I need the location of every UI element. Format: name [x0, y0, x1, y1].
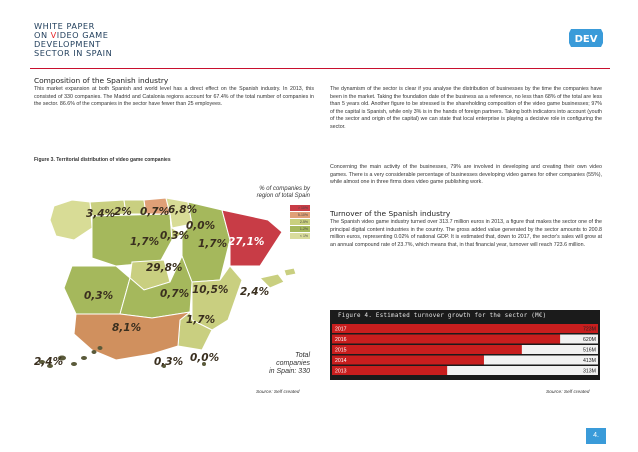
label-valencia: 10,5% — [192, 284, 229, 296]
bar-2017 — [332, 324, 598, 333]
region-balearic — [260, 268, 296, 288]
chart-source: Source: Self created — [546, 390, 590, 395]
label-galicia: 3,4% — [86, 208, 116, 220]
legend-item: 2-5% — [290, 219, 310, 225]
bar-value-label: 313M — [583, 368, 596, 375]
svg-text:DEV: DEV — [574, 34, 598, 45]
title-line-1: WHITE PAPER — [34, 21, 95, 31]
label-catalonia: 27,1% — [228, 236, 265, 248]
label-ceuta: 0,3% — [154, 356, 184, 368]
bar-2015 — [332, 345, 522, 354]
label-navarra: 0,0% — [186, 220, 216, 232]
bar-category-label: 2015 — [335, 347, 347, 354]
turnover-chart — [330, 310, 600, 380]
total-companies: Total companies in Spain: 330 — [269, 352, 310, 375]
bar-category-label: 2017 — [335, 326, 347, 333]
label-cantabria: 0,7% — [140, 206, 170, 218]
header-rule — [30, 68, 610, 69]
label-madrid: 29,8% — [146, 262, 183, 274]
label-andalusia: 8,1% — [112, 322, 142, 334]
label-asturias: 2% — [114, 206, 132, 218]
chart-plot — [330, 310, 600, 380]
bar-category-label: 2014 — [335, 358, 347, 365]
document-title — [34, 22, 112, 58]
map-source: Source: Self created — [256, 390, 300, 395]
dev-logo — [567, 27, 605, 49]
bar-category-label: 2016 — [335, 337, 347, 344]
bar-2014 — [332, 356, 484, 365]
chart-title: Figure 4. Estimated turnover growth for the sector (M€) — [338, 313, 547, 319]
bar-category-label: 2013 — [335, 368, 347, 375]
turnover-paragraph: The Spanish video game industry turned over 313.7 million euros in 2013, a figure that makes the sector one of the principal digital content industries in the country. The gross added value generated by the sector amounts to 200.8 million euros, representing 0.02% of national GDP. It is estimated that, down to 2017, the sector's sales will grow at an annual compound rate of 23.7%, which means that, in that financial year, turnover will reach 723.6 million. — [330, 219, 602, 248]
title-line-3: DEVELOPMENT — [34, 39, 101, 49]
region-andalusia — [74, 312, 190, 360]
label-basque: 6,8% — [168, 204, 198, 216]
page-number: 4. — [586, 428, 606, 444]
label-melilla: 0,0% — [190, 352, 220, 364]
label-la-rioja: 0,3% — [160, 230, 190, 242]
bar-2016 — [332, 335, 560, 344]
label-balearic: 2,4% — [240, 286, 270, 298]
legend-item: 5-10% — [290, 212, 310, 218]
bar-2013 — [332, 366, 447, 375]
title-line-4: SECTOR IN SPAIN — [34, 48, 113, 58]
label-castilla-mancha: 0,7% — [160, 288, 190, 300]
section-title-turnover: Turnover of the Spanish industry — [330, 209, 451, 218]
label-castilla-leon: 1,7% — [130, 236, 160, 248]
label-canary-islands: 2,4% — [34, 356, 64, 368]
bar-value-label: 723M — [583, 326, 596, 333]
legend-item: > 10% — [290, 205, 310, 211]
composition-paragraph: This market expansion at both Spanish and world level has a direct effect on the Spanish industry. In 2013, this consisted of 330 companies. The Madrid and Catalonia regions account for 67.4% of the total number of companies in the sector. 86.6% of the companies in the sector have fewer than 25 employees. — [34, 86, 314, 108]
legend-title: % of companies by region of total Spain — [256, 186, 310, 199]
section-title-composition: Composition of the Spanish industry — [34, 76, 169, 85]
label-aragon: 1,7% — [198, 238, 228, 250]
bar-value-label: 620M — [583, 337, 596, 344]
dynamism-paragraph: The dynamism of the sector is clear if you analyse the distribution of businesses by the time the companies have been in the market. Taking the foundation date of the business as a reference, no less than 68% of the total are less than 5 years old. Another figure to be stressed is the shareholding composition of the video game businesses; 97% of the capital is Spanish, while only 3% is in the hands of foreign partners. Taking both indicators into account (youth of the sector and origin of the capital) we can state that local enterprise is playing a decisive role in configuring the sector. — [330, 86, 602, 130]
legend-item: < 1% — [290, 233, 310, 239]
title-line-2: ON VIDEO GAME — [34, 30, 109, 40]
label-extremadura: 0,3% — [84, 290, 114, 302]
bar-value-label: 413M — [583, 358, 596, 365]
region-galicia — [50, 200, 92, 240]
figure-3-caption: Figure 3. Territorial distribution of video game companies — [34, 157, 171, 163]
label-murcia: 1,7% — [186, 314, 216, 326]
legend-item: 1-2% — [290, 226, 310, 232]
bar-value-label: 516M — [583, 347, 596, 354]
activity-paragraph: Concerning the main activity of the businesses, 79% are involved in developing and creating their own video games. There is a very considerable percentage of businesses developing video games for other companies (55%), while almost one in three firms does video game publishing work. — [330, 164, 602, 186]
